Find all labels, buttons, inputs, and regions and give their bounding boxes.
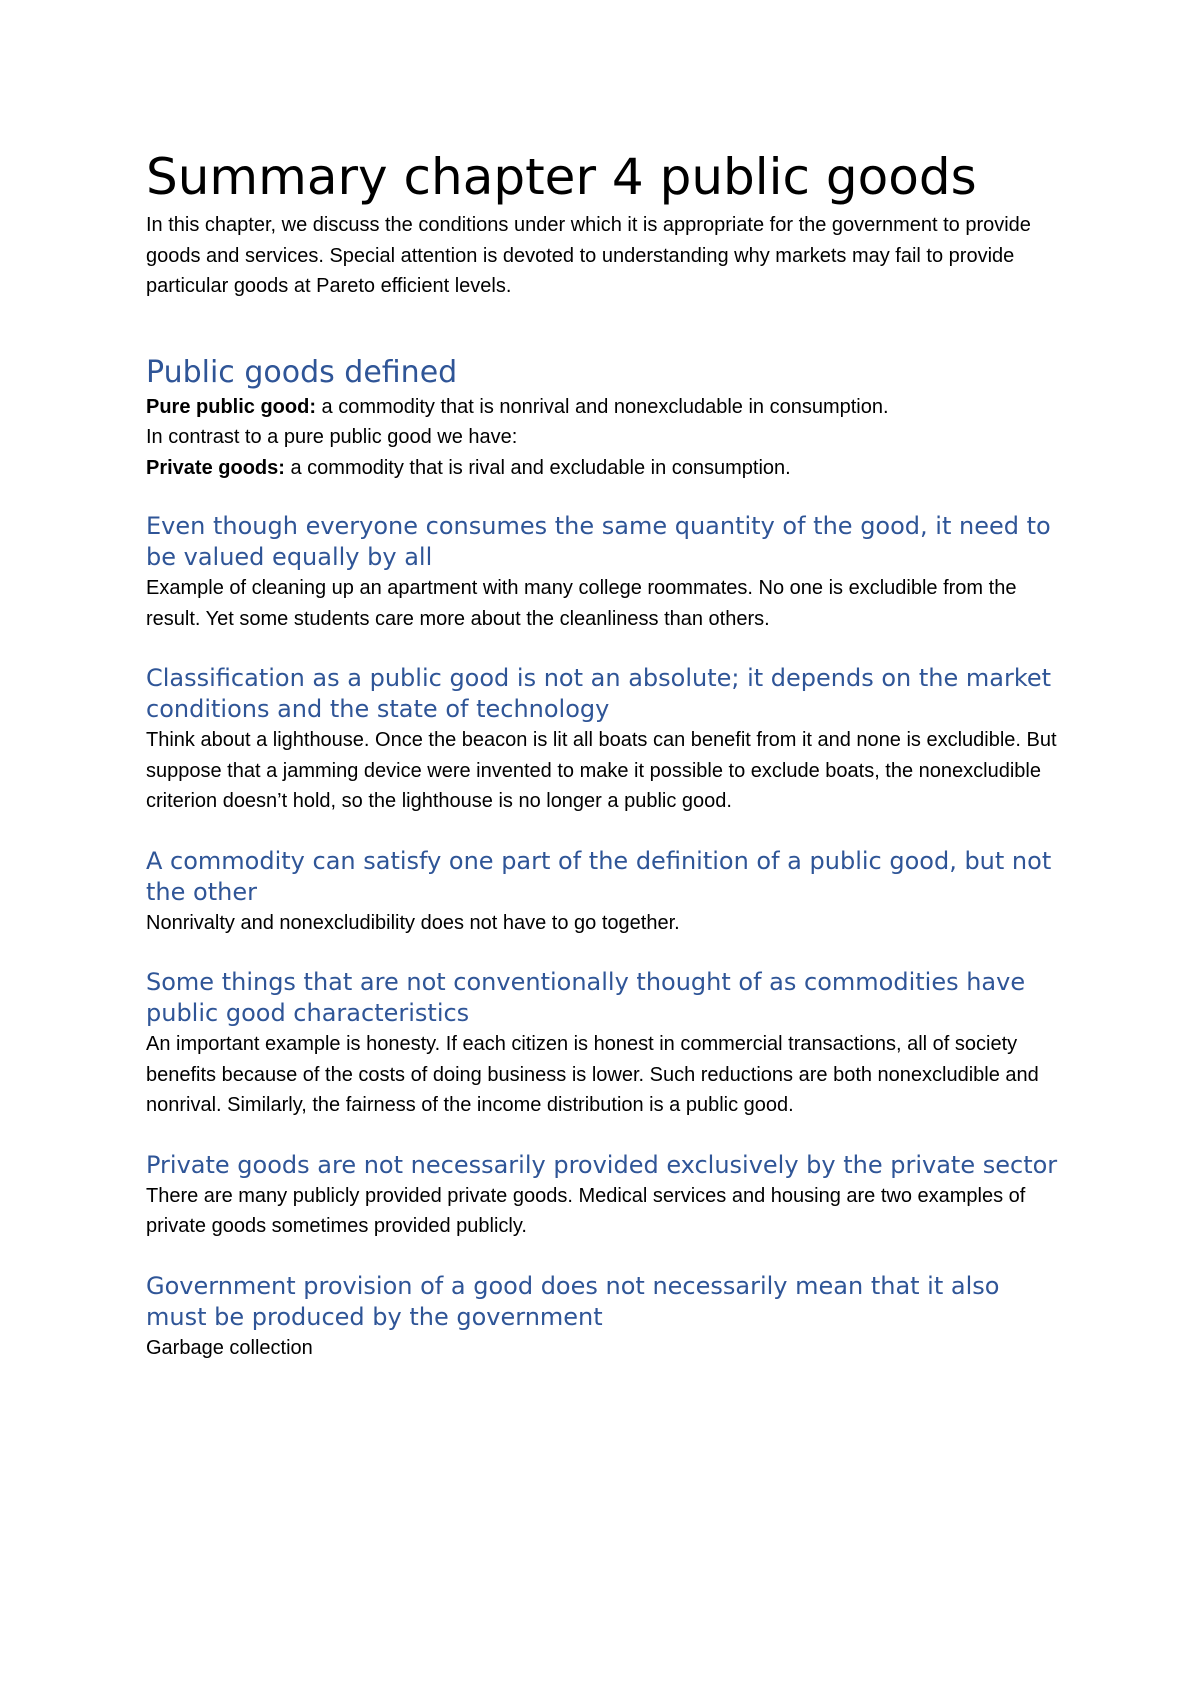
pure-public-good-text: a commodity that is nonrival and nonexcludable in consumption.	[316, 395, 889, 418]
section-text-6: Garbage collection	[146, 1336, 313, 1359]
document-title: Summary chapter 4 public goods	[146, 148, 977, 206]
document-page	[146, 146, 1066, 1363]
pure-public-good-term: Pure public good:	[146, 395, 316, 418]
pure-public-good-definition	[146, 392, 1066, 423]
intro-paragraph: In this chapter, we discuss the conditions under which it is appropriate for the government to provide goods and services. Special attention is devoted to understanding why markets may fail to provide particular goods at Pareto efficient levels.	[146, 214, 1031, 297]
section-heading-defined: Public goods defined	[146, 354, 458, 390]
section-heading-2: Classification as a public good is not an absolute; it depends on the market conditions and the state of technology	[146, 664, 1052, 723]
private-goods-text: a commodity that is rival and excludable in consumption.	[284, 456, 791, 479]
section-text-1: Example of cleaning up an apartment with many college roommates. No one is excludible from the result. Yet some students care more about the cleanliness than others.	[146, 577, 1017, 630]
section-text-5: There are many publicly provided private goods. Medical services and housing are two examples of private goods sometimes provided publicly.	[146, 1184, 1026, 1237]
section-heading-6: Government provision of a good does not necessarily mean that it also must be produced by the government	[146, 1271, 1000, 1331]
section-text-4: An important example is honesty. If each citizen is honest in commercial transactions, all of society benefits because of the costs of doing business is lower. Such reductions are both nonexcludible and nonrival. Similarly, the fairness of the income distribution is a public good.	[146, 1033, 1039, 1116]
contrast-line: In contrast to a pure public good we have:	[146, 426, 518, 448]
section-heading-4: Some things that are not conventionally thought of as commodities have public good characteristics	[146, 968, 1026, 1027]
section-heading-1: Even though everyone consumes the same quantity of the good, it need to be valued equally by all	[146, 512, 1051, 571]
section-text-3: Nonrivalty and nonexcludibility does not have to go together.	[146, 911, 680, 934]
section-heading-3: A commodity can satisfy one part of the definition of a public good, but not the other	[146, 846, 1052, 906]
section-text-2: Think about a lighthouse. Once the beacon is lit all boats can benefit from it and none is excludible. But suppose that a jamming device were invented to make it possible to exclude boats, the nonexcludible criterion doesn’t hold, so the lighthouse is no longer a public good.	[146, 729, 1057, 812]
section-heading-5: Private goods are not necessarily provided exclusively by the private sector	[146, 1150, 1058, 1179]
private-goods-term: Private goods:	[146, 456, 285, 479]
private-goods-definition	[146, 453, 1066, 484]
